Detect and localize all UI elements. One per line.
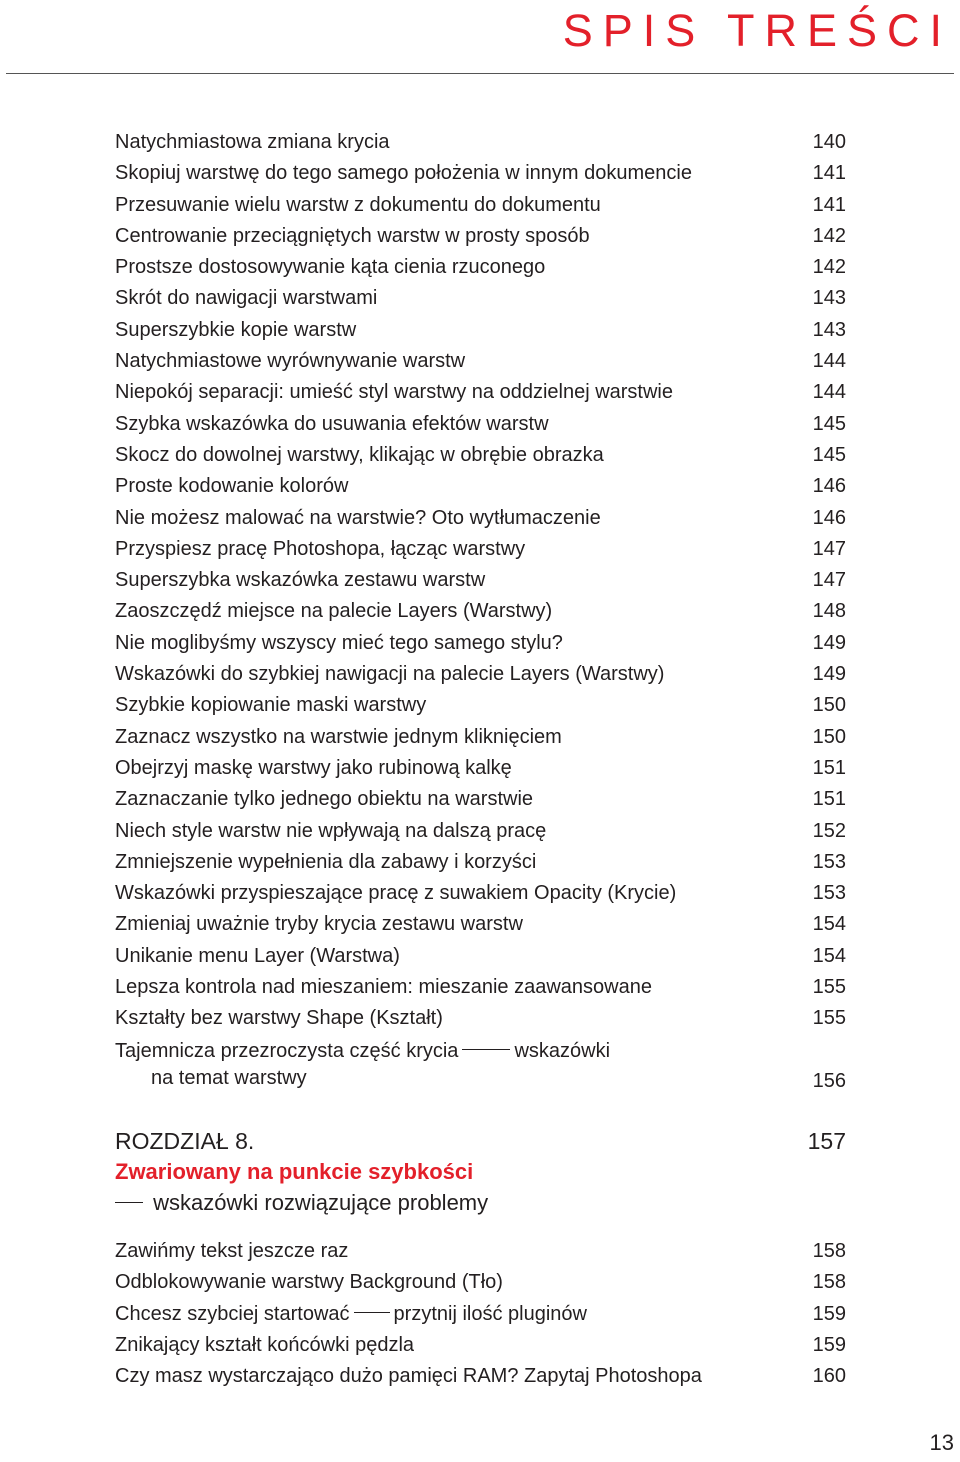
toc-entry-page: 159 bbox=[812, 1302, 846, 1325]
page-number: 13 bbox=[929, 1430, 954, 1455]
toc-entry-title: Lepsza kontrola nad mieszaniem: mieszanie zaawansowane bbox=[115, 976, 652, 999]
toc-entry-page: 145 bbox=[812, 412, 846, 435]
toc-entry-page: 149 bbox=[812, 663, 846, 686]
toc-entry bbox=[115, 127, 850, 158]
toc-entry-page: 156 bbox=[812, 1069, 846, 1092]
toc-entry bbox=[115, 1361, 850, 1392]
toc-entry bbox=[115, 878, 850, 909]
toc-entry-title: Centrowanie przeciągniętych warstw w prosty sposób bbox=[115, 224, 590, 247]
toc-entry-page: 154 bbox=[812, 913, 846, 936]
chapter-heading bbox=[115, 1126, 850, 1218]
toc-entry-page: 151 bbox=[812, 756, 846, 779]
toc-entry-page: 147 bbox=[812, 537, 846, 560]
toc-entry bbox=[115, 565, 850, 596]
toc-entry-title: Szybkie kopiowanie maski warstwy bbox=[115, 694, 427, 717]
toc-entry-title: Prostsze dostosowywanie kąta cienia rzuconego bbox=[115, 256, 546, 279]
toc-entry bbox=[115, 440, 850, 471]
toc-entry-title: Skrót do nawigacji warstwami bbox=[115, 287, 378, 310]
toc-entry-title: Zaznacz wszystko na warstwie jednym kliknięciem bbox=[115, 725, 562, 748]
toc-entry-page: 142 bbox=[812, 224, 846, 247]
toc-entry-page: 150 bbox=[812, 694, 846, 717]
toc-entry-page: 144 bbox=[812, 350, 846, 373]
toc-entry bbox=[115, 283, 850, 314]
toc-entry bbox=[115, 534, 850, 565]
em-dash bbox=[462, 1049, 510, 1050]
toc-entry bbox=[115, 1003, 850, 1034]
toc-entry-page: 146 bbox=[812, 506, 846, 529]
chapter-number-row bbox=[115, 1126, 850, 1156]
toc-entry bbox=[115, 315, 850, 346]
toc-entry-title: Nie moglibyśmy wszyscy mieć tego samego stylu? bbox=[115, 631, 563, 654]
toc-entry-title: Obejrzyj maskę warstwy jako rubinową kalkę bbox=[115, 756, 512, 779]
toc-entry-title bbox=[115, 1038, 610, 1092]
toc-entry bbox=[115, 1299, 850, 1330]
toc-entry-page: 144 bbox=[812, 381, 846, 404]
chapter-page: 157 bbox=[807, 1128, 846, 1154]
toc-entry-page: 152 bbox=[812, 819, 846, 842]
toc-entry bbox=[115, 784, 850, 815]
toc-entry-title: Nie możesz malować na warstwie? Oto wytłumaczenie bbox=[115, 506, 601, 529]
toc-entry-title-part: wskazówki bbox=[514, 1039, 611, 1062]
toc-entry-page: 153 bbox=[812, 850, 846, 873]
toc-entry-title: Natychmiastowe wyrównywanie warstw bbox=[115, 350, 466, 373]
toc-entry-page: 148 bbox=[812, 600, 846, 623]
toc-entry-page: 141 bbox=[812, 193, 846, 216]
toc-entry bbox=[115, 1035, 850, 1093]
toc-entry bbox=[115, 503, 850, 534]
toc-entry-title: Kształty bez warstwy Shape (Kształt) bbox=[115, 1007, 443, 1030]
toc-list bbox=[115, 127, 850, 1093]
toc-entry bbox=[115, 190, 850, 221]
toc-entry-page: 142 bbox=[812, 256, 846, 279]
toc-entry-page: 155 bbox=[812, 1007, 846, 1030]
toc-entry-page: 160 bbox=[812, 1365, 846, 1388]
toc-entry bbox=[115, 377, 850, 408]
toc-entry bbox=[115, 158, 850, 189]
toc-entry-title: Czy masz wystarczająco dużo pamięci RAM? Zapytaj Photoshopa bbox=[115, 1365, 702, 1388]
toc-entry bbox=[115, 753, 850, 784]
toc-entry-title: Skocz do dowolnej warstwy, klikając w obrębie obrazka bbox=[115, 443, 604, 466]
toc-entry bbox=[115, 972, 850, 1003]
toc-entry-page: 141 bbox=[812, 162, 846, 185]
toc-entry-page: 140 bbox=[812, 131, 846, 153]
toc-entry-page: 145 bbox=[812, 443, 846, 466]
toc-entry-page: 159 bbox=[812, 1333, 846, 1356]
toc-entry-title: Proste kodowanie kolorów bbox=[115, 475, 349, 498]
toc-entry-page: 158 bbox=[812, 1271, 846, 1294]
toc-entry bbox=[115, 596, 850, 627]
toc-entry-page: 158 bbox=[812, 1240, 846, 1262]
toc-entry-page: 147 bbox=[812, 569, 846, 592]
toc-entry-title-part: przytnij ilość pluginów bbox=[393, 1302, 587, 1325]
toc-entry bbox=[115, 346, 850, 377]
toc-entry bbox=[115, 722, 850, 753]
toc-entry bbox=[115, 941, 850, 972]
toc-entry-title: Zmieniaj uważnie tryby krycia zestawu warstw bbox=[115, 913, 523, 936]
toc-entry-title: Zaoszczędź miejsce na palecie Layers (Warstwy) bbox=[115, 600, 553, 623]
toc-entry bbox=[115, 1267, 850, 1298]
toc-entry-title: Wskazówki do szybkiej nawigacji na palecie Layers (Warstwy) bbox=[115, 663, 665, 686]
toc-entry-title: Przesuwanie wielu warstw z dokumentu do dokumentu bbox=[115, 193, 601, 216]
toc-entry-title-part: Chcesz szybciej startować bbox=[115, 1302, 350, 1325]
em-dash bbox=[115, 1202, 143, 1203]
toc-entry-page: 151 bbox=[812, 788, 846, 811]
toc-entry bbox=[115, 628, 850, 659]
page-title: SPIS TREŚCI bbox=[562, 5, 952, 56]
toc-entry bbox=[115, 690, 850, 721]
toc-entry-title: Zawińmy tekst jeszcze raz bbox=[115, 1240, 349, 1262]
toc-entry bbox=[115, 409, 850, 440]
toc-entry-title: Szybka wskazówka do usuwania efektów warstw bbox=[115, 412, 549, 435]
toc-entry-title: Skopiuj warstwę do tego samego położenia w innym dokumencie bbox=[115, 162, 692, 185]
chapter-subtitle-row bbox=[115, 1188, 850, 1218]
toc-entry-title: Znikający kształt końcówki pędzla bbox=[115, 1333, 415, 1356]
header-divider bbox=[6, 73, 954, 74]
em-dash bbox=[354, 1312, 390, 1313]
toc-entry-page: 143 bbox=[812, 287, 846, 310]
chapter-label: ROZDZIAŁ 8. bbox=[115, 1128, 255, 1154]
toc-entry-page: 146 bbox=[812, 475, 846, 498]
toc-entry-page: 143 bbox=[812, 318, 846, 341]
toc-entry-title: Superszybkie kopie warstw bbox=[115, 318, 357, 341]
toc-entry-title: Unikanie menu Layer (Warstwa) bbox=[115, 944, 400, 967]
toc-entry-title: Superszybka wskazówka zestawu warstw bbox=[115, 569, 486, 592]
toc-entry bbox=[115, 1236, 850, 1267]
toc-entry bbox=[115, 816, 850, 847]
toc-entry-title: Zaznaczanie tylko jednego obiektu na warstwie bbox=[115, 788, 534, 811]
toc-entry bbox=[115, 847, 850, 878]
toc-entry-title: Natychmiastowa zmiana krycia bbox=[115, 131, 390, 153]
toc-entry bbox=[115, 909, 850, 940]
toc-entry-title: Niepokój separacji: umieść styl warstwy na oddzielnej warstwie bbox=[115, 381, 673, 404]
toc-entry bbox=[115, 252, 850, 283]
toc-entry bbox=[115, 659, 850, 690]
toc-entry-title-part: Tajemnicza przezroczysta część krycia bbox=[115, 1039, 459, 1062]
toc-entry-page: 149 bbox=[812, 631, 846, 654]
toc-entry bbox=[115, 471, 850, 502]
toc-list-chapter-8 bbox=[115, 1236, 850, 1392]
toc-entry-title: Wskazówki przyspieszające pracę z suwakiem Opacity (Krycie) bbox=[115, 882, 677, 905]
toc-entry bbox=[115, 1330, 850, 1361]
toc-entry-title-line2: na temat warstwy bbox=[151, 1066, 307, 1089]
chapter-subtitle: wskazówki rozwiązujące problemy bbox=[153, 1190, 489, 1215]
toc-entry-page: 150 bbox=[812, 725, 846, 748]
toc-entry-title: Zmniejszenie wypełnienia dla zabawy i korzyści bbox=[115, 850, 537, 873]
toc-entry-title bbox=[115, 1299, 587, 1330]
toc-entry bbox=[115, 221, 850, 252]
toc-entry-page: 155 bbox=[812, 976, 846, 999]
toc-entry-page: 154 bbox=[812, 944, 846, 967]
toc-entry-title: Niech style warstw nie wpływają na dalszą pracę bbox=[115, 819, 547, 842]
chapter-title: Zwariowany na punkcie szybkości bbox=[115, 1159, 474, 1184]
toc-entry-title: Odblokowywanie warstwy Background (Tło) bbox=[115, 1271, 503, 1294]
toc-entry-page: 153 bbox=[812, 882, 846, 905]
toc-entry-title: Przyspiesz pracę Photoshopa, łącząc warstwy bbox=[115, 537, 526, 560]
